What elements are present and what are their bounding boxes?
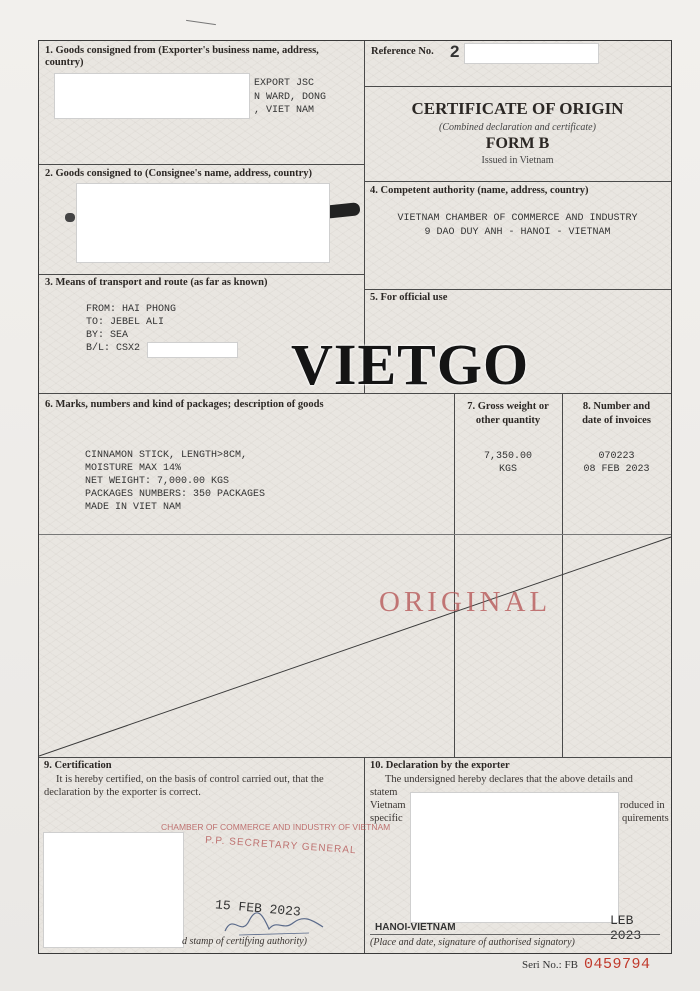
pen-mark	[186, 20, 216, 25]
diagonal-cancel-line	[39, 534, 673, 759]
certification-text-1: It is hereby certified, on the basis of control carried out, that the	[56, 774, 324, 785]
authority-line-2: 9 DAO DUY ANH - HANOI - VIETNAM	[424, 227, 611, 238]
certifier-signature	[219, 909, 329, 939]
declaration-place: HANOI-VIETNAM	[375, 922, 456, 933]
exporter-signature-redaction	[410, 792, 619, 923]
declaration-text-4: specific	[370, 813, 403, 824]
declaration-text-2: statem	[370, 787, 398, 798]
reference-label: Reference No.	[371, 46, 434, 57]
box9-footer: d stamp of certifying authority)	[182, 936, 307, 947]
box1-label: 1. Goods consigned from (Exporter's business name, address, country)	[45, 45, 319, 68]
box10-label: 10. Declaration by the exporter	[370, 760, 510, 771]
goods-line-5: MADE IN VIET NAM	[85, 502, 182, 513]
goods-line-1: CINNAMON STICK, LENGTH>8CM,	[85, 450, 248, 461]
certifier-stamp-redaction	[43, 832, 184, 948]
serial-label: Seri No.: FB	[522, 959, 578, 971]
original-stamp: ORIGINAL	[379, 586, 552, 618]
chamber-stamp-org: CHAMBER OF COMMERCE AND INDUSTRY OF VIETNAM	[161, 822, 391, 832]
certification-date-stamp: 15 FEB 2023	[214, 897, 302, 920]
form-b-table	[38, 40, 672, 954]
box2-label: 2. Goods consigned to (Consignee's name, address, country)	[45, 168, 312, 179]
form-name: FORM B	[485, 135, 550, 152]
marker-smudge-left	[65, 213, 75, 222]
box8-label-1: 8. Number and	[582, 401, 651, 412]
goods-line-2: MOISTURE MAX 14%	[85, 463, 182, 474]
declaration-text-4-right: quirements	[622, 813, 669, 824]
invoice-number: 070223	[598, 451, 635, 462]
gross-weight-value: 7,350.00	[483, 451, 532, 462]
declaration-text-1: The undersigned hereby declares that the above details and	[385, 774, 633, 785]
exporter-line-3: , VIET NAM	[254, 105, 315, 116]
exporter-line-2: N WARD, DONG	[254, 92, 327, 103]
vietgo-watermark: VIETGO	[291, 332, 530, 397]
declaration-text-3: Vietnam	[370, 800, 406, 811]
exporter-name-redaction	[54, 73, 250, 119]
box10-footer: (Place and date, signature of authorised signatory)	[370, 937, 575, 948]
exporter-line-1: EXPORT JSC	[254, 78, 315, 89]
goods-line-4: PACKAGES NUMBERS: 350 PACKAGES	[85, 489, 266, 500]
transport-by: BY: SEA	[86, 330, 129, 341]
reference-digit: 2	[450, 42, 460, 61]
box7-label-1: 7. Gross weight or	[467, 401, 549, 412]
box8-label-2: date of invoices	[582, 415, 651, 426]
box3-label: 3. Means of transport and route (as far as known)	[45, 277, 268, 288]
declaration-date-stamp: LEB 2023	[610, 913, 642, 943]
chamber-stamp-title: P.P. SECRETARY GENERAL	[204, 834, 357, 857]
authority-line-1: VIETNAM CHAMBER OF COMMERCE AND INDUSTRY	[397, 213, 638, 224]
consignee-redaction	[76, 183, 330, 263]
invoice-date: 08 FEB 2023	[583, 464, 650, 475]
reference-number-redaction	[464, 43, 599, 64]
box6-label: 6. Marks, numbers and kind of packages; description of goods	[45, 399, 324, 410]
transport-to: TO: JEBEL ALI	[86, 317, 165, 328]
certificate-subtitle: (Combined declaration and certificate)	[439, 122, 596, 133]
transport-from: FROM: HAI PHONG	[86, 304, 177, 315]
box4-label: 4. Competent authority (name, address, country)	[370, 185, 589, 196]
serial-number: 0459794	[584, 956, 651, 973]
gross-weight-unit: KGS	[498, 464, 517, 475]
certification-text-2: declaration by the exporter is correct.	[44, 787, 201, 798]
transport-bl: B/L: CSX2	[86, 343, 141, 354]
bl-number-redaction	[147, 342, 238, 358]
certificate-title: CERTIFICATE OF ORIGIN	[411, 99, 624, 118]
box5-label: 5. For official use	[370, 292, 448, 303]
box7-label-2: other quantity	[475, 415, 541, 426]
box9-label: 9. Certification	[44, 760, 112, 771]
declaration-text-3-right: roduced in	[620, 800, 665, 811]
issued-in: Issued in Vietnam	[481, 155, 554, 166]
goods-line-3: NET WEIGHT: 7,000.00 KGS	[85, 476, 230, 487]
